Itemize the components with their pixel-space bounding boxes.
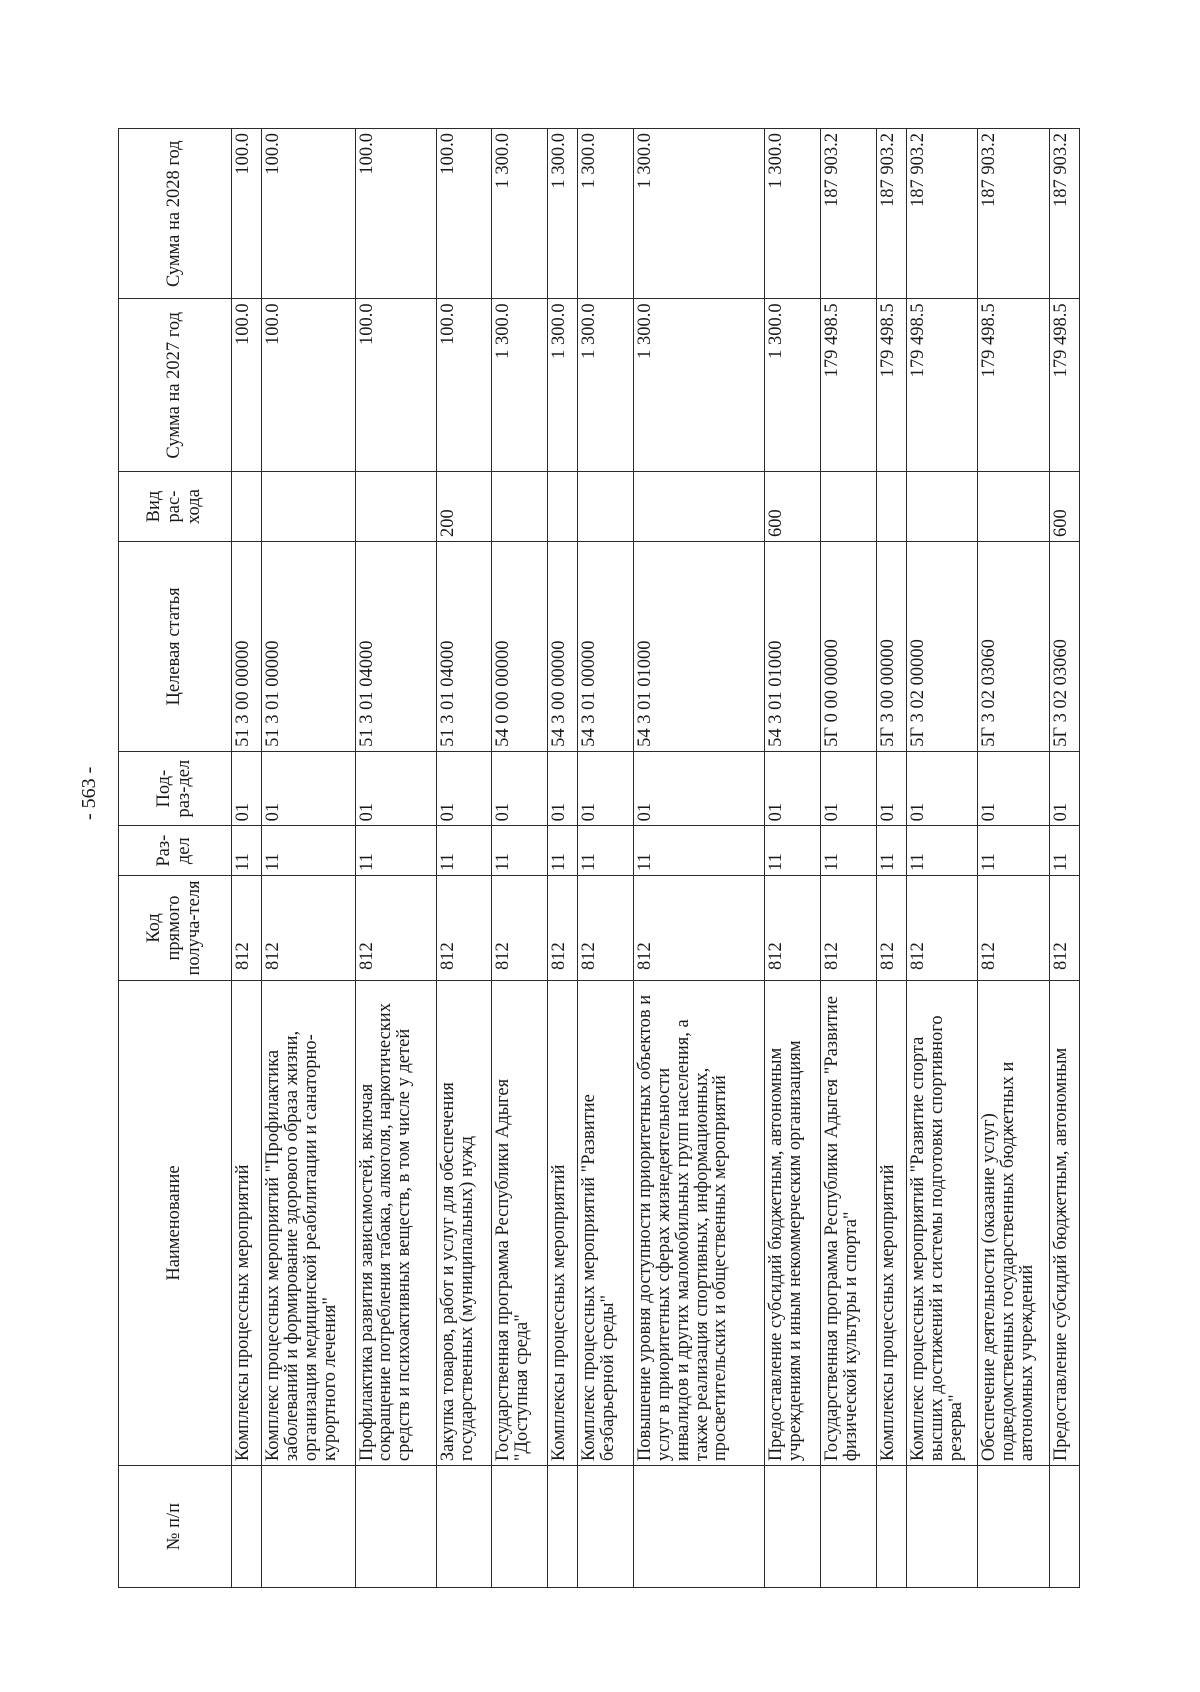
header-name: Наименование	[119, 980, 232, 1465]
cell-name: Закупка товаров, работ и услуг для обеспечения государственных (муниципальных) нужд	[436, 980, 492, 1465]
table-row	[355, 129, 436, 1588]
table-row	[876, 129, 906, 1588]
cell-no	[634, 1466, 765, 1588]
cell-sum-2027: 100.0	[262, 299, 355, 472]
cell-podrazdel: 01	[906, 751, 977, 825]
table-row	[820, 129, 876, 1588]
cell-recipient-code: 812	[634, 876, 765, 981]
cell-sum-2027: 100.0	[232, 299, 262, 472]
cell-sum-2028: 1 300.0	[548, 129, 578, 299]
cell-razdel: 11	[765, 826, 821, 876]
cell-podrazdel: 01	[634, 751, 765, 825]
cell-podrazdel: 01	[978, 751, 1049, 825]
cell-sum-2027: 179 498.5	[978, 299, 1049, 472]
cell-razdel: 11	[1049, 826, 1079, 876]
cell-recipient-code: 812	[436, 876, 492, 981]
cell-sum-2027: 100.0	[355, 299, 436, 472]
cell-celevaya-statya: 5Г 0 00 00000	[820, 542, 876, 752]
budget-table	[118, 128, 1080, 1588]
cell-vid-rashoda	[906, 472, 977, 542]
cell-sum-2027: 179 498.5	[820, 299, 876, 472]
cell-sum-2028: 100.0	[232, 129, 262, 299]
cell-name: Предоставление субсидий бюджетным, автономным	[1049, 980, 1079, 1465]
cell-razdel: 11	[232, 826, 262, 876]
cell-razdel: 11	[436, 826, 492, 876]
table-row	[906, 129, 977, 1588]
cell-vid-rashoda	[634, 472, 765, 542]
header-sum-2027: Сумма на 2027 год	[119, 299, 232, 472]
table-row	[262, 129, 355, 1588]
header-sum-2028: Сумма на 2028 год	[119, 129, 232, 299]
cell-razdel: 11	[355, 826, 436, 876]
cell-recipient-code: 812	[978, 876, 1049, 981]
cell-vid-rashoda	[262, 472, 355, 542]
cell-podrazdel: 01	[765, 751, 821, 825]
table-row	[765, 129, 821, 1588]
table-row	[1049, 129, 1079, 1588]
cell-recipient-code: 812	[765, 876, 821, 981]
cell-razdel: 11	[634, 826, 765, 876]
cell-recipient-code: 812	[906, 876, 977, 981]
cell-no	[492, 1466, 548, 1588]
cell-vid-rashoda	[578, 472, 634, 542]
cell-no	[1049, 1466, 1079, 1588]
cell-name: Комплекс процессных мероприятий "Развитие спорта высших достижений и системы подготовки спортивного резерва"	[906, 980, 977, 1465]
table-row	[232, 129, 262, 1588]
cell-recipient-code: 812	[232, 876, 262, 981]
cell-podrazdel: 01	[578, 751, 634, 825]
cell-name: Государственная программа Республики Адыгея "Доступная среда"	[492, 980, 548, 1465]
budget-table-sheet	[118, 128, 1080, 1588]
cell-no	[820, 1466, 876, 1588]
cell-celevaya-statya: 5Г 3 02 00000	[906, 542, 977, 752]
cell-celevaya-statya: 5Г 3 00 00000	[876, 542, 906, 752]
cell-podrazdel: 01	[262, 751, 355, 825]
cell-no	[765, 1466, 821, 1588]
cell-sum-2028: 187 903.2	[978, 129, 1049, 299]
cell-razdel: 11	[578, 826, 634, 876]
cell-podrazdel: 01	[232, 751, 262, 825]
cell-sum-2028: 187 903.2	[906, 129, 977, 299]
cell-razdel: 11	[906, 826, 977, 876]
cell-recipient-code: 812	[355, 876, 436, 981]
cell-celevaya-statya: 54 3 01 00000	[578, 542, 634, 752]
cell-vid-rashoda: 200	[436, 472, 492, 542]
cell-name: Профилактика развития зависимостей, включая сокращение потребления табака, алкоголя, наркотических средств и психоактивных веществ, в том числе у детей	[355, 980, 436, 1465]
cell-name: Комплексы процессных мероприятий	[232, 980, 262, 1465]
cell-sum-2027: 1 300.0	[765, 299, 821, 472]
cell-name: Повышение уровня доступности приоритетных объектов и услуг в приоритетных сферах жизнедеятельности инвалидов и других маломобильных групп населения, а также реализация спортивных, информационных, просветительских и общественных мероприятий	[634, 980, 765, 1465]
cell-name: Государственная программа Республики Адыгея "Развитие физической культуры и спорта"	[820, 980, 876, 1465]
table-row	[492, 129, 548, 1588]
cell-no	[578, 1466, 634, 1588]
cell-sum-2028: 187 903.2	[876, 129, 906, 299]
cell-podrazdel: 01	[436, 751, 492, 825]
cell-podrazdel: 01	[1049, 751, 1079, 825]
cell-celevaya-statya: 5Г 3 02 03060	[978, 542, 1049, 752]
cell-celevaya-statya: 51 3 01 00000	[262, 542, 355, 752]
cell-sum-2028: 1 300.0	[765, 129, 821, 299]
cell-razdel: 11	[876, 826, 906, 876]
cell-sum-2028: 1 300.0	[634, 129, 765, 299]
cell-vid-rashoda	[548, 472, 578, 542]
cell-podrazdel: 01	[355, 751, 436, 825]
cell-recipient-code: 812	[1049, 876, 1079, 981]
cell-podrazdel: 01	[492, 751, 548, 825]
cell-sum-2028: 1 300.0	[578, 129, 634, 299]
cell-vid-rashoda	[492, 472, 548, 542]
cell-no	[548, 1466, 578, 1588]
cell-sum-2028: 100.0	[262, 129, 355, 299]
cell-razdel: 11	[548, 826, 578, 876]
cell-name: Комплекс процессных мероприятий "Развитие безбарьерной среды"	[578, 980, 634, 1465]
cell-no	[906, 1466, 977, 1588]
cell-vid-rashoda	[820, 472, 876, 542]
cell-vid-rashoda	[232, 472, 262, 542]
cell-celevaya-statya: 51 3 01 04000	[436, 542, 492, 752]
cell-celevaya-statya: 5Г 3 02 03060	[1049, 542, 1079, 752]
cell-no	[978, 1466, 1049, 1588]
cell-name: Комплексы процессных мероприятий	[876, 980, 906, 1465]
table-row	[578, 129, 634, 1588]
header-vid-rashoda: Вид рас-хода	[119, 472, 232, 542]
cell-celevaya-statya: 54 3 01 01000	[634, 542, 765, 752]
cell-sum-2027: 179 498.5	[876, 299, 906, 472]
cell-sum-2028: 100.0	[355, 129, 436, 299]
cell-sum-2027: 1 300.0	[578, 299, 634, 472]
cell-vid-rashoda: 600	[765, 472, 821, 542]
table-row	[548, 129, 578, 1588]
cell-sum-2027: 1 300.0	[492, 299, 548, 472]
cell-sum-2028: 187 903.2	[820, 129, 876, 299]
cell-sum-2028: 100.0	[436, 129, 492, 299]
cell-razdel: 11	[492, 826, 548, 876]
table-row	[634, 129, 765, 1588]
cell-name: Комплексы процессных мероприятий	[548, 980, 578, 1465]
cell-name: Предоставление субсидий бюджетным, автономным учреждениям и иным некоммерческим организациям	[765, 980, 821, 1465]
cell-recipient-code: 812	[876, 876, 906, 981]
cell-razdel: 11	[820, 826, 876, 876]
cell-vid-rashoda	[978, 472, 1049, 542]
cell-no	[232, 1466, 262, 1588]
cell-celevaya-statya: 51 3 00 00000	[232, 542, 262, 752]
table-row	[978, 129, 1049, 1588]
cell-celevaya-statya: 51 3 01 04000	[355, 542, 436, 752]
cell-sum-2027: 1 300.0	[548, 299, 578, 472]
cell-sum-2027: 100.0	[436, 299, 492, 472]
cell-recipient-code: 812	[578, 876, 634, 981]
cell-vid-rashoda: 600	[1049, 472, 1079, 542]
cell-sum-2027: 179 498.5	[1049, 299, 1079, 472]
cell-vid-rashoda	[876, 472, 906, 542]
header-no: № п/п	[119, 1466, 232, 1588]
cell-razdel: 11	[978, 826, 1049, 876]
cell-celevaya-statya: 54 3 00 00000	[548, 542, 578, 752]
cell-name: Комплекс процессных мероприятий "Профилактика заболеваний и формирование здорового образа жизни, организация медицинской реабилитации и санаторно-курортного лечения"	[262, 980, 355, 1465]
cell-podrazdel: 01	[820, 751, 876, 825]
cell-recipient-code: 812	[548, 876, 578, 981]
cell-no	[876, 1466, 906, 1588]
cell-podrazdel: 01	[876, 751, 906, 825]
table-body	[232, 129, 1080, 1588]
cell-sum-2028: 1 300.0	[492, 129, 548, 299]
cell-recipient-code: 812	[492, 876, 548, 981]
cell-razdel: 11	[262, 826, 355, 876]
table-header-row	[119, 129, 232, 1588]
cell-no	[262, 1466, 355, 1588]
header-podrazdel: Под-раз-дел	[119, 751, 232, 825]
cell-recipient-code: 812	[262, 876, 355, 981]
cell-vid-rashoda	[355, 472, 436, 542]
cell-sum-2027: 179 498.5	[906, 299, 977, 472]
cell-sum-2027: 1 300.0	[634, 299, 765, 472]
table-row	[436, 129, 492, 1588]
cell-podrazdel: 01	[548, 751, 578, 825]
cell-no	[355, 1466, 436, 1588]
header-celevaya-statya: Целевая статья	[119, 542, 232, 752]
header-recipient-code: Код прямого получа-теля	[119, 876, 232, 981]
cell-name: Обеспечение деятельности (оказание услуг) подведомственных государственных бюджетных и автономных учреждений	[978, 980, 1049, 1465]
header-razdel: Раз-дел	[119, 826, 232, 876]
cell-sum-2028: 187 903.2	[1049, 129, 1079, 299]
cell-celevaya-statya: 54 0 00 00000	[492, 542, 548, 752]
cell-recipient-code: 812	[820, 876, 876, 981]
page-number: - 563 -	[78, 766, 100, 820]
cell-celevaya-statya: 54 3 01 01000	[765, 542, 821, 752]
cell-no	[436, 1466, 492, 1588]
